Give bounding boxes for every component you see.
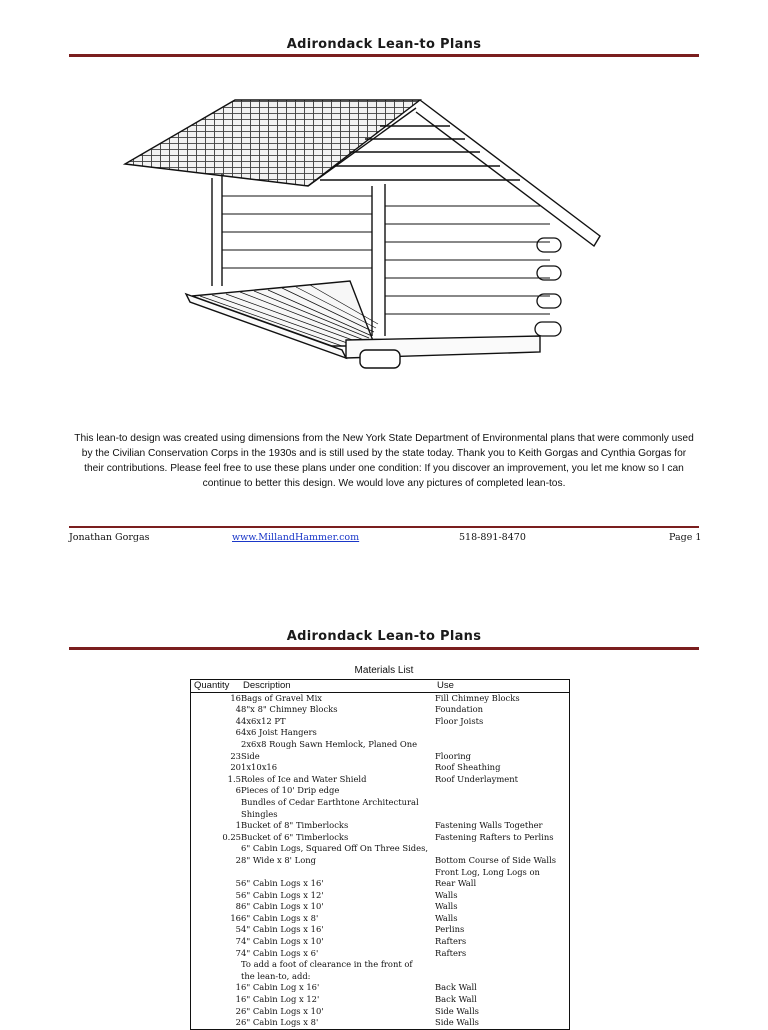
quantity-cell: 5 [235, 924, 241, 935]
quantity-cell: 7 [235, 947, 241, 958]
description-cell: 6" Cabin Logs x 8' [241, 912, 319, 923]
description-cell: 6" Cabin Logs x 8' [241, 1017, 319, 1028]
table-row [191, 924, 570, 936]
description-cell: 4" Cabin Logs x 16' [241, 924, 324, 935]
description-cell: 4" Cabin Logs x 6' [241, 947, 319, 958]
use-cell: Front Log, Long Logs on [435, 866, 540, 877]
table-row [191, 797, 570, 809]
use-cell: Floor Joists [435, 715, 484, 726]
quantity-cell [191, 843, 242, 855]
description-cell: Bucket of 8" Timberlocks [241, 820, 349, 831]
description-cell: To add a foot of clearance in the front of [241, 959, 413, 970]
table-row [191, 774, 570, 786]
title-rule-2 [69, 647, 699, 650]
use-cell: Fastening Walls Together [435, 820, 543, 831]
use-cell [435, 785, 570, 797]
description-cell: 8"x 8" Chimney Blocks [241, 704, 338, 715]
use-cell [435, 971, 570, 983]
column-header-description: Description [241, 680, 435, 693]
quantity-cell: 4 [235, 704, 241, 715]
website-link[interactable]: www.MillandHammer.com [232, 532, 360, 543]
table-row [191, 820, 570, 832]
use-cell: Roof Sheathing [435, 762, 501, 773]
use-cell: Back Wall [435, 982, 477, 993]
table-row [191, 832, 570, 844]
description-cell: Bundles of Cedar Earthtone Architectural [241, 796, 419, 807]
quantity-cell: 2 [235, 1005, 241, 1016]
table-header-row [191, 680, 570, 693]
quantity-cell: 1.5 [227, 773, 241, 784]
quantity-cell: 5 [235, 889, 241, 900]
description-cell: Pieces of 10' Drip edge [241, 785, 340, 796]
column-header-quantity: Quantity [191, 680, 242, 693]
quantity-cell: 6 [235, 785, 241, 796]
table-row [191, 843, 570, 855]
description-cell: 6" Cabin Log x 16' [241, 982, 320, 993]
quantity-cell [191, 971, 242, 983]
table-row [191, 971, 570, 983]
materials-heading: Materials List [354, 665, 414, 676]
footer-phone: 518-891-8470 [459, 532, 526, 543]
description-cell: 1x10x16 [241, 762, 278, 773]
use-cell: Fill Chimney Blocks [435, 692, 520, 703]
table-row [191, 785, 570, 797]
table-row [191, 959, 570, 971]
lean-to-illustration [120, 96, 610, 396]
description-cell: the lean-to, add: [241, 970, 311, 981]
quantity-cell: 5 [235, 878, 241, 889]
table-row [191, 809, 570, 821]
use-cell: Rafters [435, 947, 467, 958]
quantity-cell [191, 959, 242, 971]
quantity-cell: 7 [235, 936, 241, 947]
table-row [191, 867, 570, 879]
use-cell: Side Walls [435, 1017, 479, 1028]
description-cell: 6" Cabin Logs x 12' [241, 889, 324, 900]
quantity-cell: 1 [235, 820, 241, 831]
description-cell: 8" Wide x 8' Long [241, 854, 316, 865]
use-cell: Bottom Course of Side Walls [435, 854, 557, 865]
quantity-cell: 6 [235, 727, 241, 738]
quantity-cell: 8 [235, 901, 241, 912]
use-cell: Perlins [435, 924, 465, 935]
use-cell [435, 809, 570, 821]
description-cell: 6" Cabin Logs x 16' [241, 878, 324, 889]
use-cell: Rear Wall [435, 878, 477, 889]
use-cell: Back Wall [435, 994, 477, 1005]
quantity-cell: 16 [230, 912, 241, 923]
footer-rule [69, 526, 699, 528]
footer-author: Jonathan Gorgas [69, 532, 150, 543]
use-cell: Walls [435, 889, 458, 900]
table-row [191, 704, 570, 716]
description-cell: 6" Cabin Logs, Squared Off On Three Sides, [241, 843, 429, 854]
description-cell: 6" Cabin Logs x 10' [241, 1005, 324, 1016]
table-row [191, 1006, 570, 1018]
table-row [191, 1017, 570, 1029]
use-cell: Fastening Rafters to Perlins [435, 831, 554, 842]
use-cell: Side Walls [435, 1005, 479, 1016]
description-cell: Bucket of 6" Timberlocks [241, 831, 349, 842]
quantity-cell [191, 739, 242, 751]
quantity-cell: 2 [235, 1017, 241, 1028]
materials-table [190, 679, 570, 1030]
use-cell: Rafters [435, 936, 467, 947]
table-row [191, 739, 570, 751]
use-cell: Roof Underlayment [435, 773, 518, 784]
table-row [191, 901, 570, 913]
use-cell: Foundation [435, 704, 484, 715]
table-row [191, 948, 570, 960]
quantity-cell: 2 [235, 854, 241, 865]
use-cell [435, 797, 570, 809]
use-cell: Flooring [435, 750, 472, 761]
footer-website-link[interactable] [232, 532, 359, 543]
description-cell: 6" Cabin Logs x 10' [241, 901, 324, 912]
table-row [191, 727, 570, 739]
quantity-cell: 4 [235, 715, 241, 726]
page-title: Adirondack Lean-to Plans [286, 37, 482, 52]
table-row [191, 751, 570, 763]
table-row [191, 890, 570, 902]
quantity-cell: 23 [230, 750, 241, 761]
description-cell: 4x6 Joist Hangers [241, 727, 317, 738]
table-row [191, 855, 570, 867]
table-row [191, 982, 570, 994]
description-cell: Side [241, 750, 260, 761]
description-cell: 6" Cabin Log x 12' [241, 994, 320, 1005]
description-cell: Roles of Ice and Water Shield [241, 773, 367, 784]
description-cell: 2x6x8 Rough Sawn Hemlock, Planed One [241, 738, 418, 749]
title-rule [69, 54, 699, 57]
table-row [191, 878, 570, 890]
table-row [191, 936, 570, 948]
table-row [191, 716, 570, 728]
quantity-cell: 0.25 [222, 831, 241, 842]
description-cell [241, 867, 435, 879]
intro-paragraph: This lean-to design was created using dimensions from the New York State Department of Environmental plans that were commonly used by the Civilian Conservation Corps in the 1930s and is still used by the state today. Thank you to Keith Gorgas and Cynthia Gorgas for their contributions. Please feel free to use these plans under one condition: If you discover an improvement, you let me know so I can continue to better this design. We would love any pictures of completed lean-tos. [74, 433, 694, 489]
use-cell [435, 727, 570, 739]
description-cell: 4x6x12 PT [241, 715, 286, 726]
quantity-cell [191, 797, 242, 809]
use-cell: Walls [435, 901, 458, 912]
table-row [191, 762, 570, 774]
description-cell: Bags of Gravel Mix [241, 692, 322, 703]
footer-page-number: Page 1 [669, 532, 702, 543]
use-cell [435, 959, 570, 971]
description-cell: 4" Cabin Logs x 10' [241, 936, 324, 947]
table-row [191, 692, 570, 704]
column-header-use: Use [435, 680, 570, 693]
use-cell [435, 739, 570, 751]
quantity-cell: 20 [230, 762, 241, 773]
page-title-2: Adirondack Lean-to Plans [286, 629, 482, 644]
use-cell: Walls [435, 912, 458, 923]
quantity-cell [191, 809, 242, 821]
use-cell [435, 843, 570, 855]
description-cell: Shingles [241, 808, 278, 819]
table-row [191, 913, 570, 925]
quantity-cell [191, 867, 242, 879]
quantity-cell: 1 [235, 982, 241, 993]
quantity-cell: 16 [230, 692, 241, 703]
quantity-cell: 1 [235, 994, 241, 1005]
table-row [191, 994, 570, 1006]
